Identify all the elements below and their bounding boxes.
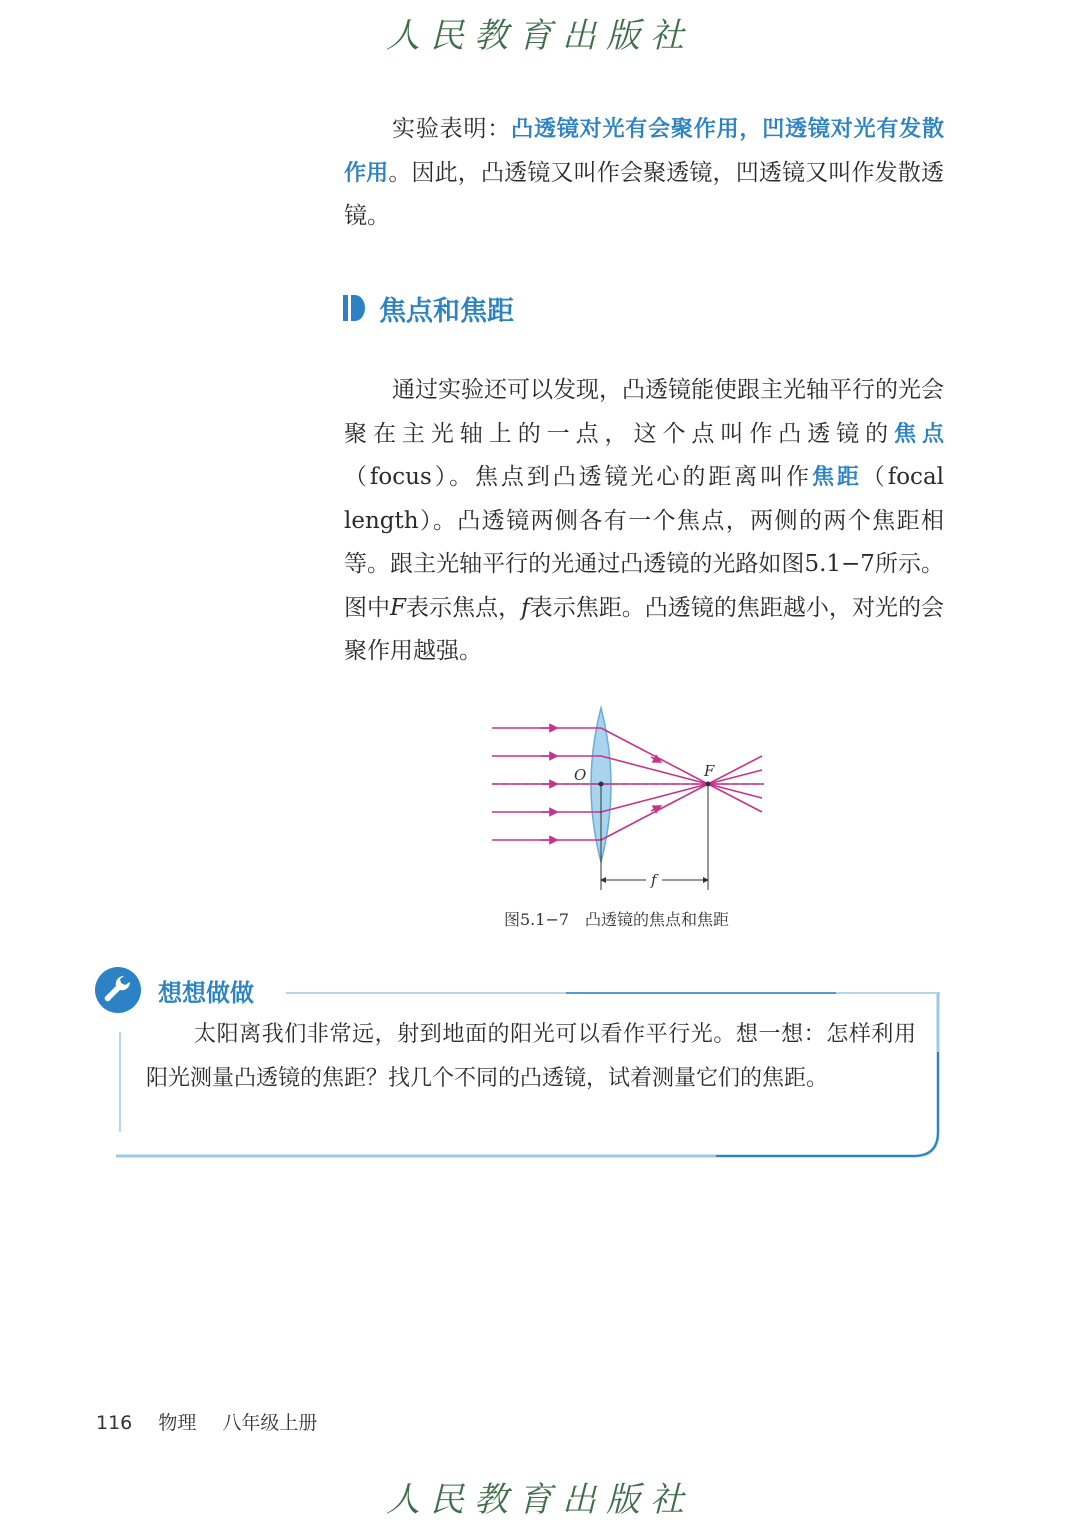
symbol-F: F (390, 594, 407, 621)
label-O: O (574, 766, 587, 784)
paragraph-lens-summary (344, 108, 944, 239)
paragraph-focus-definition (344, 369, 944, 674)
activity-title: 想想做做 (158, 979, 254, 1007)
activity-text: 太阳离我们非常远，射到地面的阳光可以看作平行光。想一想：怎样利用阳光测量凸透镜的焦距？找几个不同的凸透镜，试着测量它们的焦距。 (146, 1022, 916, 1091)
focus-text-3: （focal length）。凸透镜两侧各有一个焦点，两侧的两个焦距相等。跟主光轴平行的光通过凸透镜的光路如图5.1−7所示。图中 (344, 464, 945, 621)
footer-grade: 八年级上册 (222, 1412, 318, 1434)
publisher-watermark-bottom: 人民教育出版社 (386, 1480, 694, 1520)
summary-lead: 实验表明： (392, 116, 512, 142)
publisher-watermark-top: 人民教育出版社 (386, 16, 694, 56)
focus-text-2: （focus）。焦点到凸透镜光心的距离叫作 (344, 464, 812, 490)
page-number: 116 (96, 1412, 133, 1434)
term-focal-length: 焦距 (811, 465, 862, 490)
light-rays (492, 728, 762, 840)
footer-subject: 物理 (158, 1412, 197, 1434)
section-marker-icon (343, 295, 365, 321)
section-title: 焦点和焦距 (379, 295, 514, 327)
focus-text-5: 表示焦距。凸透镜的焦距越小，对光的会聚作用越强。 (344, 594, 945, 664)
wrench-icon (94, 966, 142, 1014)
label-f: f (651, 871, 657, 889)
focus-text-4: 表示焦点， (406, 594, 522, 621)
summary-rest: 。因此，凸透镜又叫作会聚透镜，凹透镜又叫作发散透镜。 (344, 159, 944, 229)
figure-caption: 图5.1−7 凸透镜的焦点和焦距 (504, 910, 730, 929)
section-heading (343, 288, 514, 328)
page-footer (96, 1408, 317, 1435)
focus-text-1: 通过实验还可以发现，凸透镜能使跟主光轴平行的光会聚在主光轴上的一点，这个点叫作凸透镜的 (344, 377, 944, 447)
summary-emphasis: 凸透镜对光有会聚作用，凹透镜对光有发散作用 (344, 117, 944, 186)
label-F: F (704, 762, 715, 780)
symbol-f: f (521, 594, 530, 621)
term-focus: 焦点 (894, 421, 944, 447)
convex-lens-diagram (486, 700, 776, 900)
